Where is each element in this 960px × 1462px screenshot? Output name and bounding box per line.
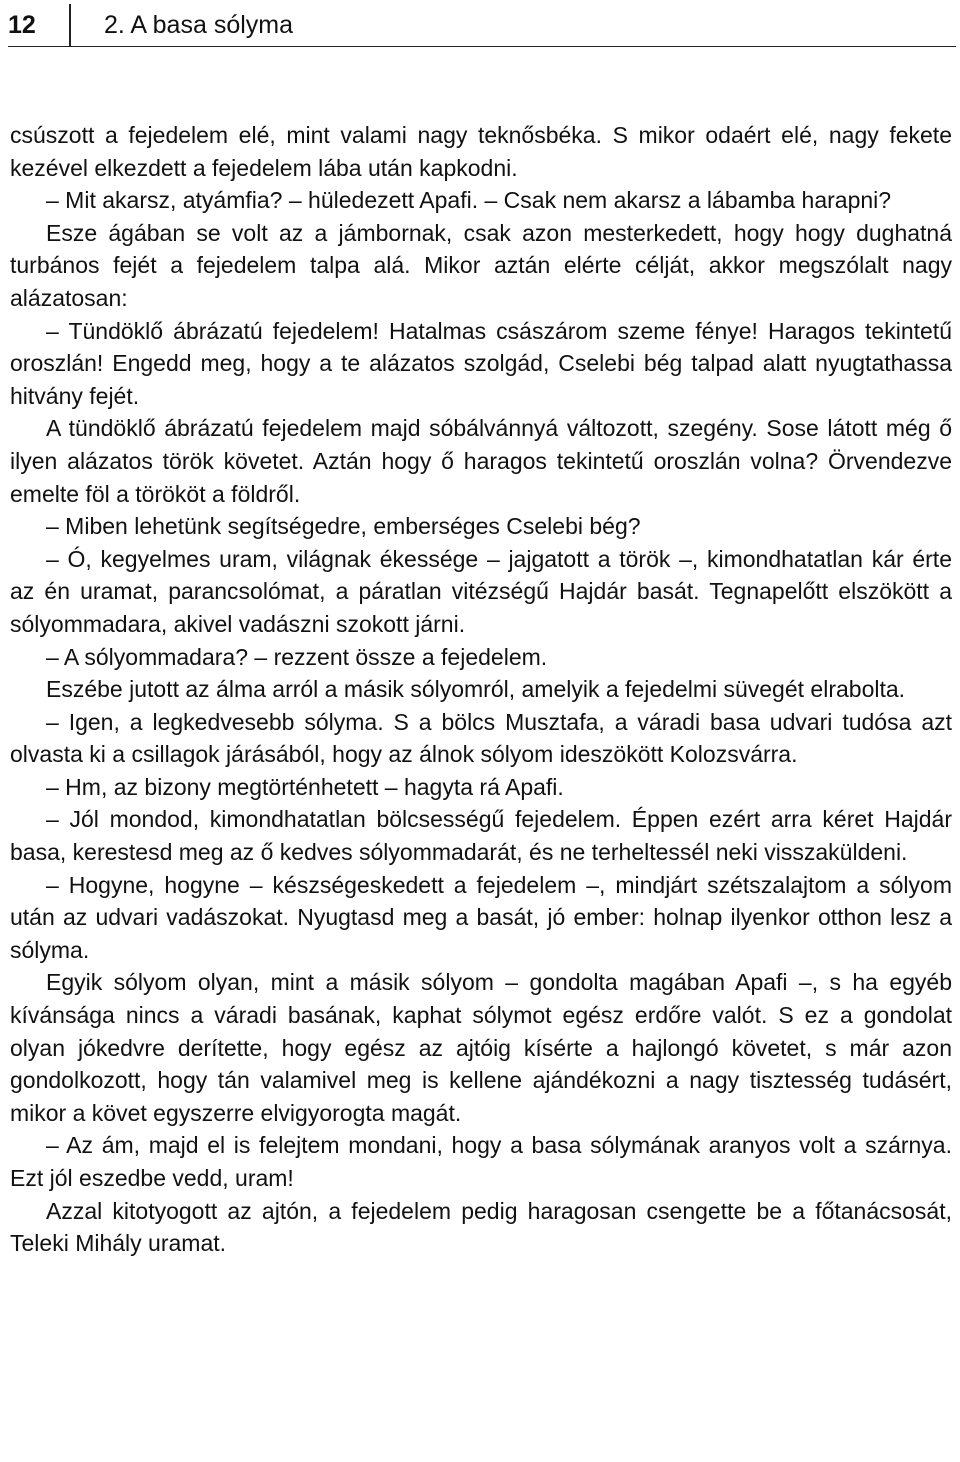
paragraph: – Jól mondod, kimondhatatlan bölcsességű fejedelem. Éppen ezért arra kéret Hajdár basa, kerestesd meg az ő kedves sólyommadarát, és ne terheltessél neki visszaküldeni. <box>10 806 952 866</box>
paragraph: – Hogyne, hogyne – készségeskedett a fejedelem –, mindjárt szétszalajtom a sólyom után az udvari vadászokat. Nyugtasd meg a basát, jó ember: holnap ilyenkor otthon lesz a sólyma. <box>10 871 952 963</box>
paragraph: – Igen, a legkedvesebb sólyma. S a bölcs Musztafa, a váradi basa udvari tudósa azt olvasta ki a csillagok járásából, hogy az álnok sólyom ideszökött Kolozsvárra. <box>10 708 952 768</box>
paragraph: – Az ám, majd el is felejtem mondani, hogy a basa sólymának aranyos volt a szárnya. Ezt jól eszedbe vedd, uram! <box>10 1132 952 1191</box>
page-number: 12 <box>8 11 36 39</box>
paragraph: Egyik sólyom olyan, mint a másik sólyom – gondolta magában Apafi –, s ha egyéb kívánsága nincs a váradi basának, kaphat sólymot egész erdőre valót. S ez a gondolat olyan jókedvre derítette, hogy egész az ajtóig kísérte a hajlongó követet, s már azon gondolkozott, hogy tán valamivel meg is kellene ajándékozni a nagy tisztesség tudásért, mikor a követ egyszerre elvigyorogta magát. <box>10 969 952 1126</box>
paragraph: – Hm, az bizony megtörténhetett – hagyta rá Apafi. <box>46 773 564 800</box>
page-header <box>8 4 956 47</box>
paragraph: Eszébe jutott az álma arról a másik sólyomról, amelyik a fejedelmi süvegét elrabolta. <box>46 676 906 703</box>
chapter-title: 2. A basa sólyma <box>104 11 294 39</box>
paragraph: A tündöklő ábrázatú fejedelem majd sóbálvánnyá változott, szegény. Sose látott még ő ilyen alázatos török követet. Aztán hogy ő haragos tekintetű oroszlán volna? Örvendezve emelte föl a törököt a földről. <box>10 415 952 507</box>
paragraph: – Miben lehetünk segítségedre, emberséges Cselebi bég? <box>46 513 641 540</box>
header-divider <box>69 4 71 46</box>
paragraph: – A sólyommadara? – rezzent össze a fejedelem. <box>46 643 548 670</box>
paragraph: Esze ágában se volt az a jámbornak, csak azon mesterkedett, hogy hogy dughatná turbános fejét a fejedelem talpa alá. Mikor aztán elérte célját, akkor megszólalt nagy alázatosan: <box>10 219 952 311</box>
body-text <box>10 119 952 1260</box>
paragraph: – Tündöklő ábrázatú fejedelem! Hatalmas császárom szeme fénye! Haragos tekintetű oroszlán! Engedd meg, hogy a te alázatos szolgád, Cselebi bég talpad alatt nyugtathassa hitvány fejét. <box>10 317 952 409</box>
paragraph: csúszott a fejedelem elé, mint valami nagy teknősbéka. S mikor odaért elé, nagy fekete kezével elkezdett a fejedelem lába után kapkodni. <box>10 122 952 181</box>
paragraph: – Mit akarsz, atyámfia? – hüledezett Apafi. – Csak nem akarsz a lábamba harapni? <box>46 187 892 214</box>
paragraph: – Ó, kegyelmes uram, világnak ékessége – jajgatott a török –, kimondhatatlan kár érte az én uramat, parancsolómat, a páratlan vitézségű Hajdár basát. Tegnapelőtt elszökött a sólyommadara, akivel vadászni szokott járni. <box>10 545 952 637</box>
paragraph: Azzal kitotyogott az ajtón, a fejedelem pedig haragosan csengette be a főtanácsosát, Teleki Mihály uramat. <box>10 1197 952 1257</box>
